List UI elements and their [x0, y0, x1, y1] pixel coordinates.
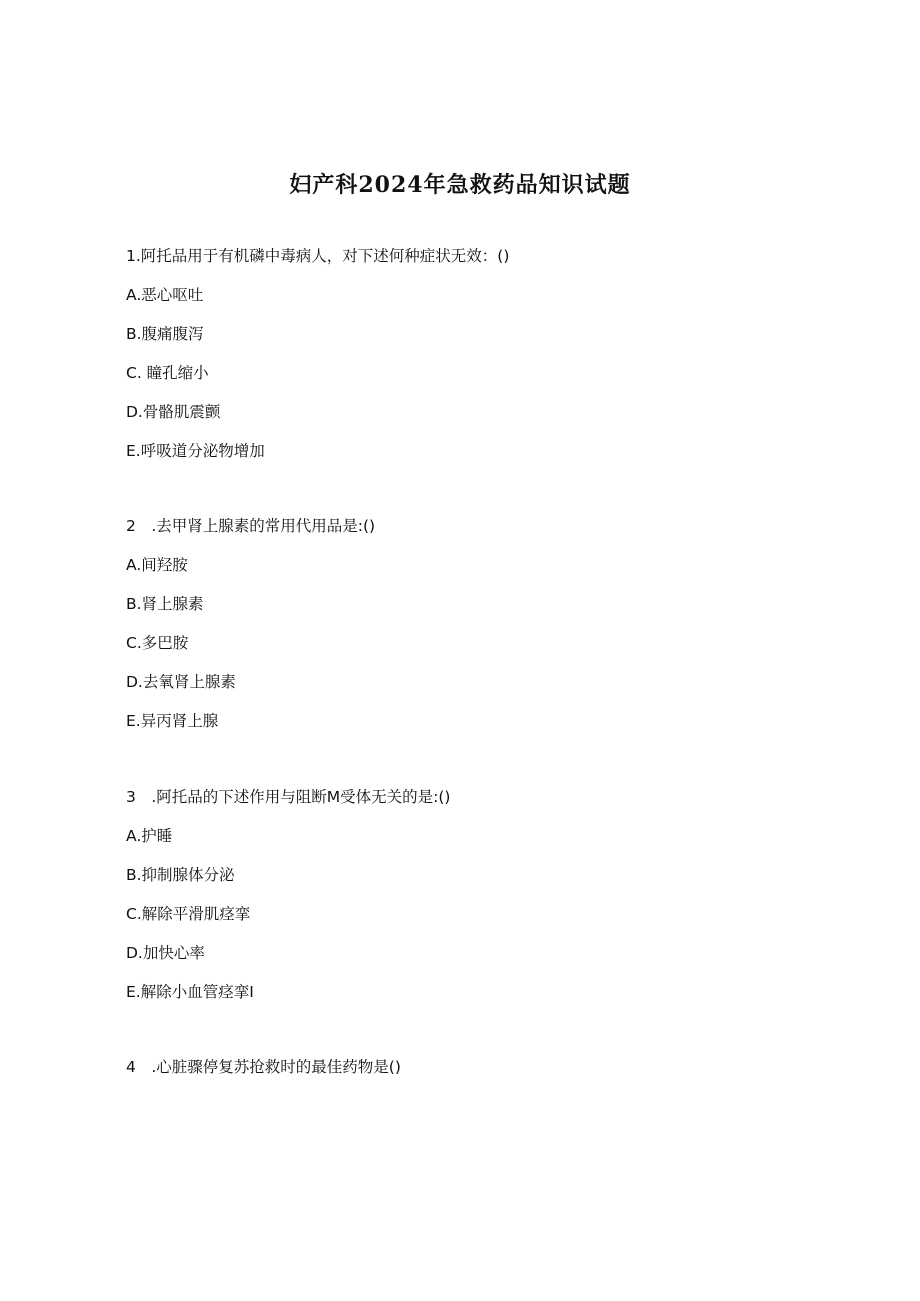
question-3-option-b: B.抑制腺体分泌: [126, 866, 235, 884]
question-1-text: 1.阿托品用于有机磷中毒病人，对下述何种症状无效：(): [126, 247, 510, 265]
question-1-option-a: A.恶心呕吐: [126, 286, 204, 304]
question-2-option-b: B.肾上腺素: [126, 595, 204, 613]
question-2-text: 2 .去甲肾上腺素的常用代用品是:(): [126, 517, 376, 535]
question-3-option-a: A.护睡: [126, 827, 173, 845]
question-1-option-e: E.呼吸道分泌物增加: [126, 442, 265, 460]
question-3-option-d: D.加快心率: [126, 944, 205, 962]
question-2: [126, 515, 806, 732]
question-2-option-c: C.多巴胺: [126, 634, 189, 652]
question-3-text: 3 .阿托品的下述作用与阻断M受体无关的是:(): [126, 788, 451, 806]
question-2-option-e: E.异丙肾上腺: [126, 712, 219, 730]
question-2-option-a: A.间羟胺: [126, 556, 188, 574]
question-1-option-b: B.腹痛腹泻: [126, 325, 204, 343]
question-1: [126, 245, 806, 462]
question-3-option-e: E.解除小血管痉挛I: [126, 983, 254, 1001]
question-2-option-d: D.去氧肾上腺素: [126, 673, 236, 691]
question-3: [126, 786, 806, 1003]
question-3-option-c: C.解除平滑肌痉挛: [126, 905, 251, 923]
question-1-option-c: C. 瞳孔缩小: [126, 364, 209, 382]
question-1-option-d: D.骨骼肌震颤: [126, 403, 221, 421]
question-4-text: 4 .心脏骤停复苏抢救时的最佳药物是(): [126, 1058, 401, 1076]
question-4: [126, 1056, 806, 1078]
page-title: 妇产科2024年急救药品知识试题: [289, 172, 631, 198]
